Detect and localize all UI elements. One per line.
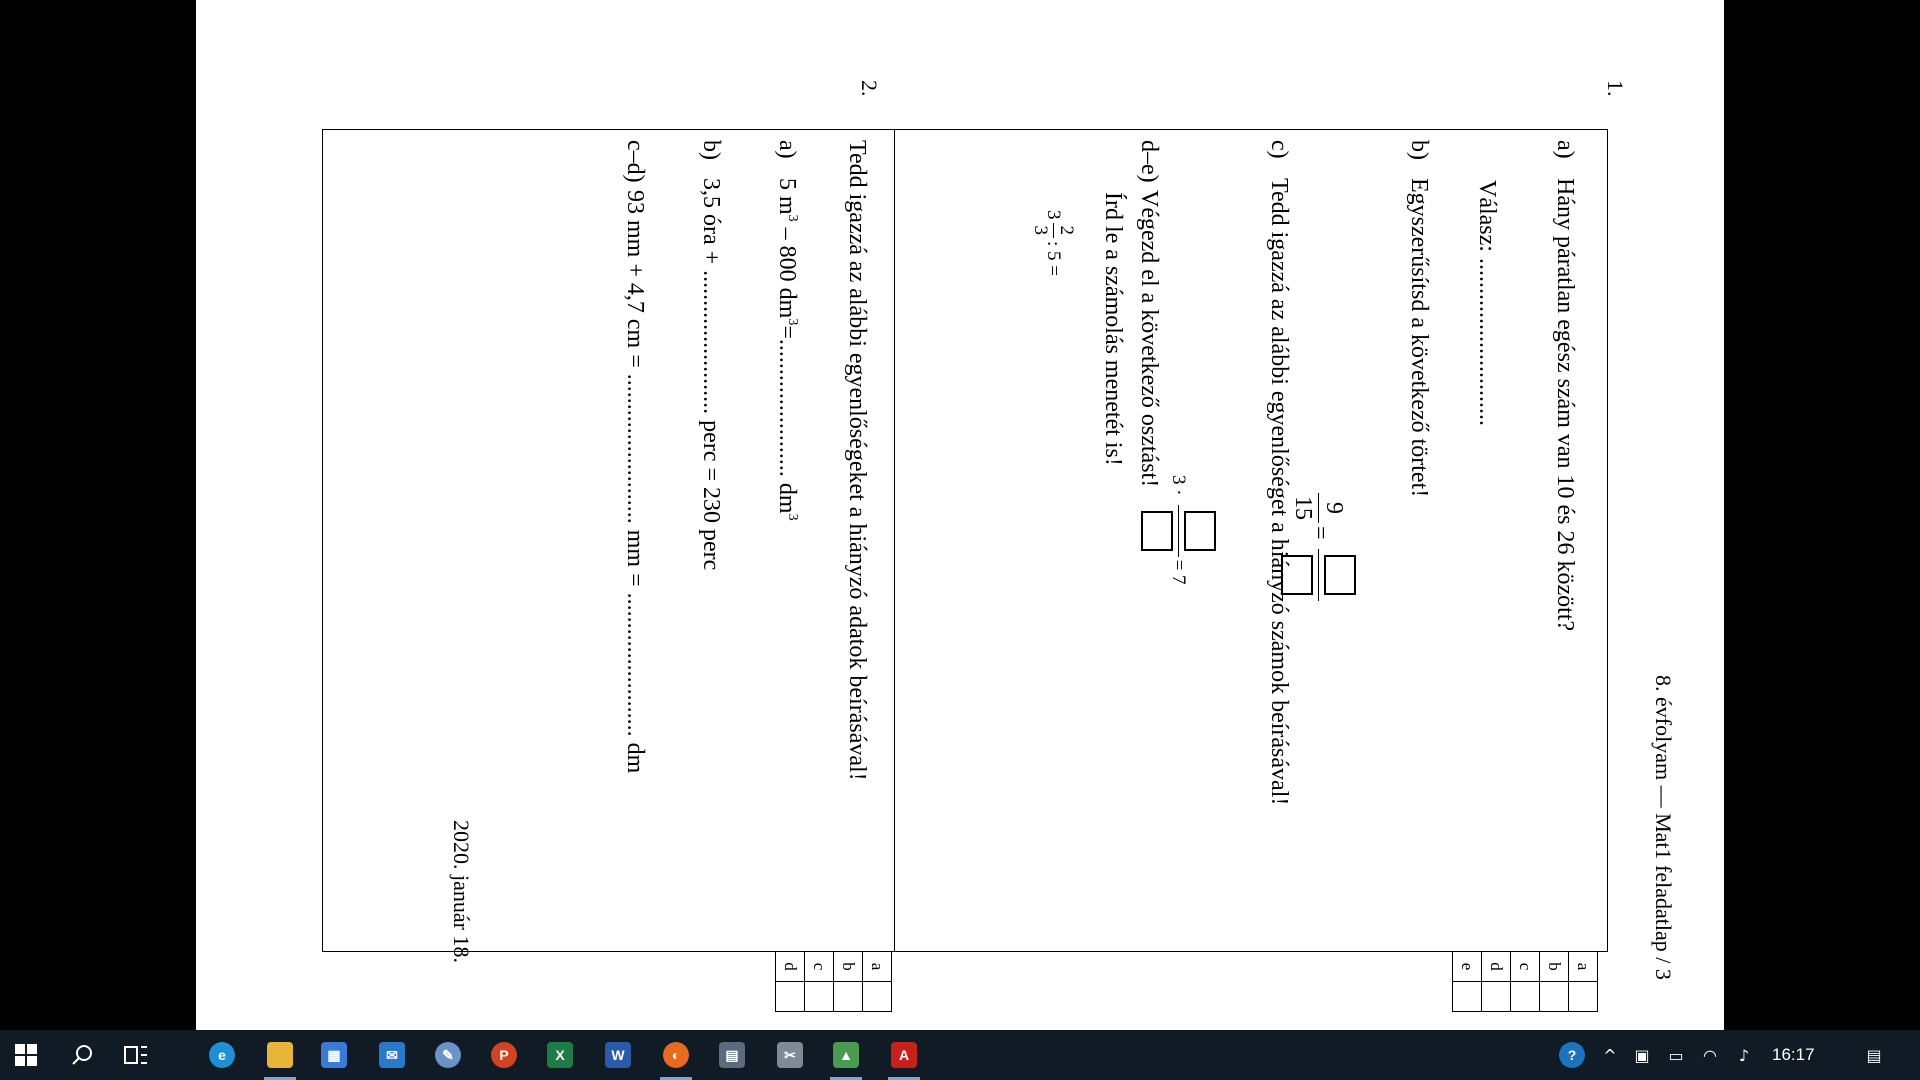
task2-score-box [775,951,892,1012]
document-page [196,0,1724,1030]
task1-de-instruction: Írd le a számolás menetét is! [1100,192,1126,466]
task1-c-expression [1139,475,1218,585]
score-cell[interactable] [1511,982,1540,1012]
task2-a-p5: =....................... [774,325,800,477]
whole-part: 3 [1042,210,1064,220]
battery-icon[interactable]: ▭ [1668,1045,1684,1065]
taskbar-file-explorer[interactable] [252,1030,308,1080]
task1-c-question [1265,140,1292,805]
firefox-icon: ◐ [663,1042,689,1068]
task2-cd-label: c–d) [622,140,648,183]
task2-a-p6: dm [774,476,800,514]
task2-a-line [773,140,800,521]
exp: 3 [785,318,800,326]
search-button[interactable] [56,1030,108,1080]
mail-icon: ✉ [379,1042,405,1068]
wifi-icon[interactable]: ◠ [1703,1045,1717,1065]
score-label: b [834,952,863,982]
page-header: 8. évfolyam — Mat1 feladatlap / 3 [1651,675,1676,980]
frac-denominator: 3 [1031,223,1054,239]
denominator-box[interactable] [1141,511,1173,551]
score-label: c [805,952,834,982]
acrobat-icon: A [891,1042,917,1068]
help-tray[interactable] [1550,1030,1594,1080]
task1-a-question [1551,140,1578,631]
notifications-icon[interactable]: ▤ [1866,1045,1882,1065]
taskbar-clock[interactable]: 16:17 [1772,1045,1815,1064]
calculator-icon: ▤ [719,1042,745,1068]
tray-app-icon[interactable]: ▣ [1634,1045,1650,1065]
task1-de-label: d–e) [1136,140,1162,183]
image-viewer-icon: ▲ [833,1042,859,1068]
score-label: d [1482,952,1511,982]
help-icon: ? [1559,1042,1585,1068]
frac-denominator: 15 [1291,493,1319,523]
task1-number: 1. [1603,80,1628,97]
taskbar-mail[interactable] [366,1030,418,1080]
taskbar-paint[interactable] [422,1030,474,1080]
worksheet [196,0,1724,1030]
taskbar-snipping[interactable] [764,1030,816,1080]
search-icon [70,1043,94,1067]
taskbar [0,1030,1920,1080]
task-divider [894,129,895,952]
multiplier: 3 · [1167,475,1189,496]
task1-a-answer [1473,180,1500,426]
task1-c-text: Tedd igazzá az alábbi egyenlőséget a hiányzó számok beírásával! [1266,178,1292,806]
result: = 7 [1167,559,1189,585]
taskbar-store[interactable] [308,1030,360,1080]
taskbar-acrobat[interactable] [876,1030,932,1080]
numerator-box[interactable] [1324,555,1356,595]
word-icon: W [605,1042,631,1068]
task2-b-label: b) [698,140,724,160]
task1-score-box [1452,951,1598,1012]
score-label: b [1540,952,1569,982]
missing-fraction-boxes [1139,505,1218,557]
task1-de-text: Végezd el a következő osztást! [1136,190,1162,488]
task1-b-text: Egyszerűsítsd a következő törtet! [1406,178,1432,498]
task2-b-line [697,140,724,570]
volume-icon[interactable]: ♪ [1738,1045,1750,1065]
score-label: e [1453,952,1482,982]
score-label: a [1569,952,1598,982]
task1-a-label: a) [1552,140,1578,159]
taskbar-powerpoint[interactable] [478,1030,530,1080]
score-label: a [863,952,892,982]
numerator-box[interactable] [1184,511,1216,551]
excel-icon: X [547,1042,573,1068]
taskbar-image-viewer[interactable] [818,1030,874,1080]
answer-label: Válasz: [1474,180,1500,252]
equals-sign: = [1306,526,1333,540]
taskbar-excel[interactable] [534,1030,586,1080]
folder-icon [267,1042,293,1068]
start-button[interactable] [0,1030,52,1080]
task1-de-expression [1031,210,1076,276]
paint-icon: ✎ [435,1042,461,1068]
frac-numerator: 9 [1321,502,1347,514]
exp: 3 [785,214,800,222]
answer-dots: ............................ [1474,257,1500,426]
taskbar-firefox[interactable] [648,1030,704,1080]
frac-numerator: 2 [1056,225,1077,235]
task-view-icon [123,1044,149,1066]
score-label: c [1511,952,1540,982]
task1-b-question [1405,140,1432,497]
mixed-fraction [1031,223,1076,239]
score-cell[interactable] [1569,982,1598,1012]
task2-intro: Tedd igazzá az alábbi egyenlőségeket a hiányzó adatok beírásával! [844,140,870,781]
taskbar-calculator[interactable] [706,1030,758,1080]
powerpoint-icon: P [491,1042,517,1068]
taskbar-edge[interactable] [196,1030,248,1080]
exp: 3 [785,513,800,521]
score-cell[interactable] [1540,982,1569,1012]
windows-icon [15,1044,37,1066]
fraction-9-15 [1291,493,1346,523]
division-rest: : 5 = [1042,241,1064,276]
task2-cd-line [621,140,648,773]
task1-b-label: b) [1406,140,1432,160]
task1-de-question [1135,140,1162,487]
task-view-button[interactable] [110,1030,162,1080]
snipping-icon: ✂ [777,1042,803,1068]
taskbar-word[interactable] [592,1030,644,1080]
task2-b-text: 3,5 óra + ........................ perc = 230 perc [698,178,724,571]
tray-expand-icon[interactable]: ^ [1603,1045,1617,1065]
task2-a-p1: 5 m [774,178,800,215]
score-label: d [776,952,805,982]
edge-icon: e [209,1042,235,1068]
score-cell[interactable] [1453,982,1482,1012]
footer-date: 2020. január 18. [449,820,474,963]
task1-a-text: Hány páratlan egész szám van 10 és 26 között? [1552,178,1578,632]
task2-cd-text: 93 mm + 4,7 cm = ......................... mm = ........................ dm [622,190,648,774]
store-icon: ▦ [321,1042,347,1068]
task1-c-label: c) [1266,140,1292,159]
score-cell[interactable] [834,982,863,1012]
score-cell[interactable] [1482,982,1511,1012]
task2-number: 2. [857,80,882,97]
score-cell[interactable] [863,982,892,1012]
score-cell[interactable] [805,982,834,1012]
task2-a-label: a) [774,140,800,159]
task2-a-p3: – 800 dm [774,221,800,319]
score-cell[interactable] [776,982,805,1012]
